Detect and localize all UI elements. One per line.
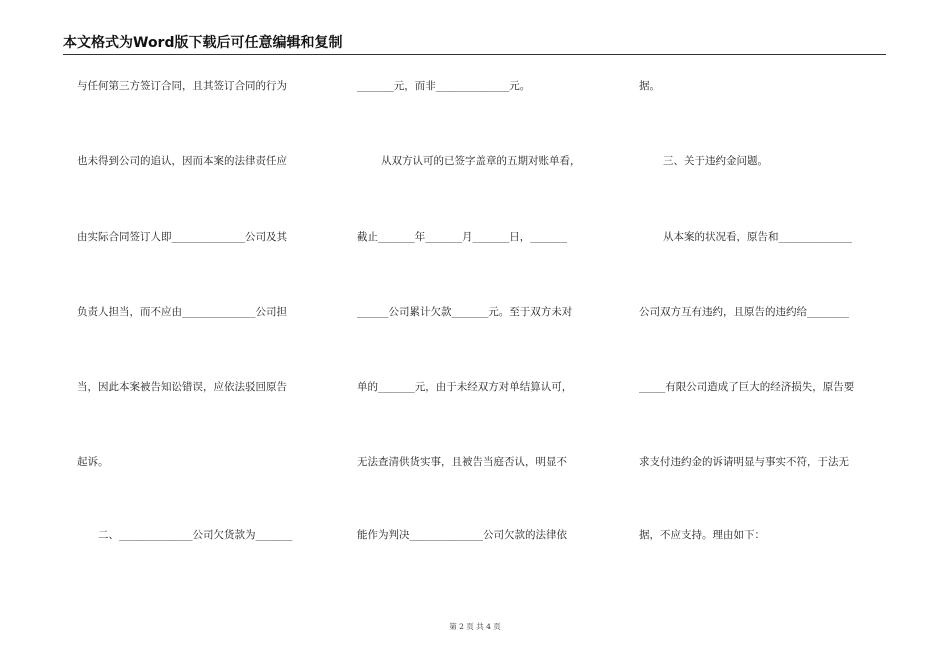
text-line: 据。 bbox=[639, 80, 660, 92]
text-line: 负责人担当，而不应由______________公司担 bbox=[77, 306, 287, 318]
text-line: 能作为判决______________公司欠款的法律依 bbox=[357, 529, 567, 541]
text-column-2 bbox=[357, 0, 612, 672]
text-line: 无法查清供货实事，且被告当庭否认，明显不 bbox=[357, 456, 567, 468]
text-line: _______元，而非______________元。 bbox=[357, 80, 531, 92]
text-line: 从本案的状况看，原告和______________ bbox=[663, 231, 852, 243]
page-number: 第 2 页 共 4 页 bbox=[449, 622, 501, 631]
text-line: 由实际合同签订人即______________公司及其 bbox=[77, 231, 287, 243]
section-two-heading: 二、______________公司欠货款为_______ bbox=[98, 529, 293, 541]
text-line: 据，不应支持。理由如下： bbox=[639, 529, 765, 541]
text-line: ______公司累计欠款_______元。至于双方未对 bbox=[357, 306, 573, 318]
text-line: 单的_______元，由于未经双方对单结算认可， bbox=[357, 381, 573, 393]
text-line: 求支付违约金的诉请明显与事实不符，于法无 bbox=[639, 456, 849, 468]
text-line: 截止_______年_______月_______日，_______ bbox=[357, 231, 567, 243]
document-header-title: 本文格式为Word版下载后可任意编辑和复制 bbox=[63, 35, 343, 51]
section-three-heading: 三、关于违约金问题。 bbox=[663, 155, 768, 167]
text-line: 与任何第三方签订合同，且其签订合同的行为 bbox=[77, 80, 287, 92]
text-column-3 bbox=[639, 0, 894, 672]
text-line: 起诉。 bbox=[77, 456, 109, 468]
text-line: 也未得到公司的追认，因而本案的法律责任应 bbox=[77, 155, 287, 167]
text-line: 当，因此本案被告知讼错误，应依法驳回原告 bbox=[77, 381, 287, 393]
text-column-1 bbox=[77, 0, 327, 672]
text-line: 从双方认可的已签字盖章的五期对账单看， bbox=[381, 155, 581, 167]
text-line: _____有限公司造成了巨大的经济损失，原告要 bbox=[639, 381, 855, 393]
text-line: 公司双方互有违约，且原告的违约给________ bbox=[639, 306, 849, 318]
